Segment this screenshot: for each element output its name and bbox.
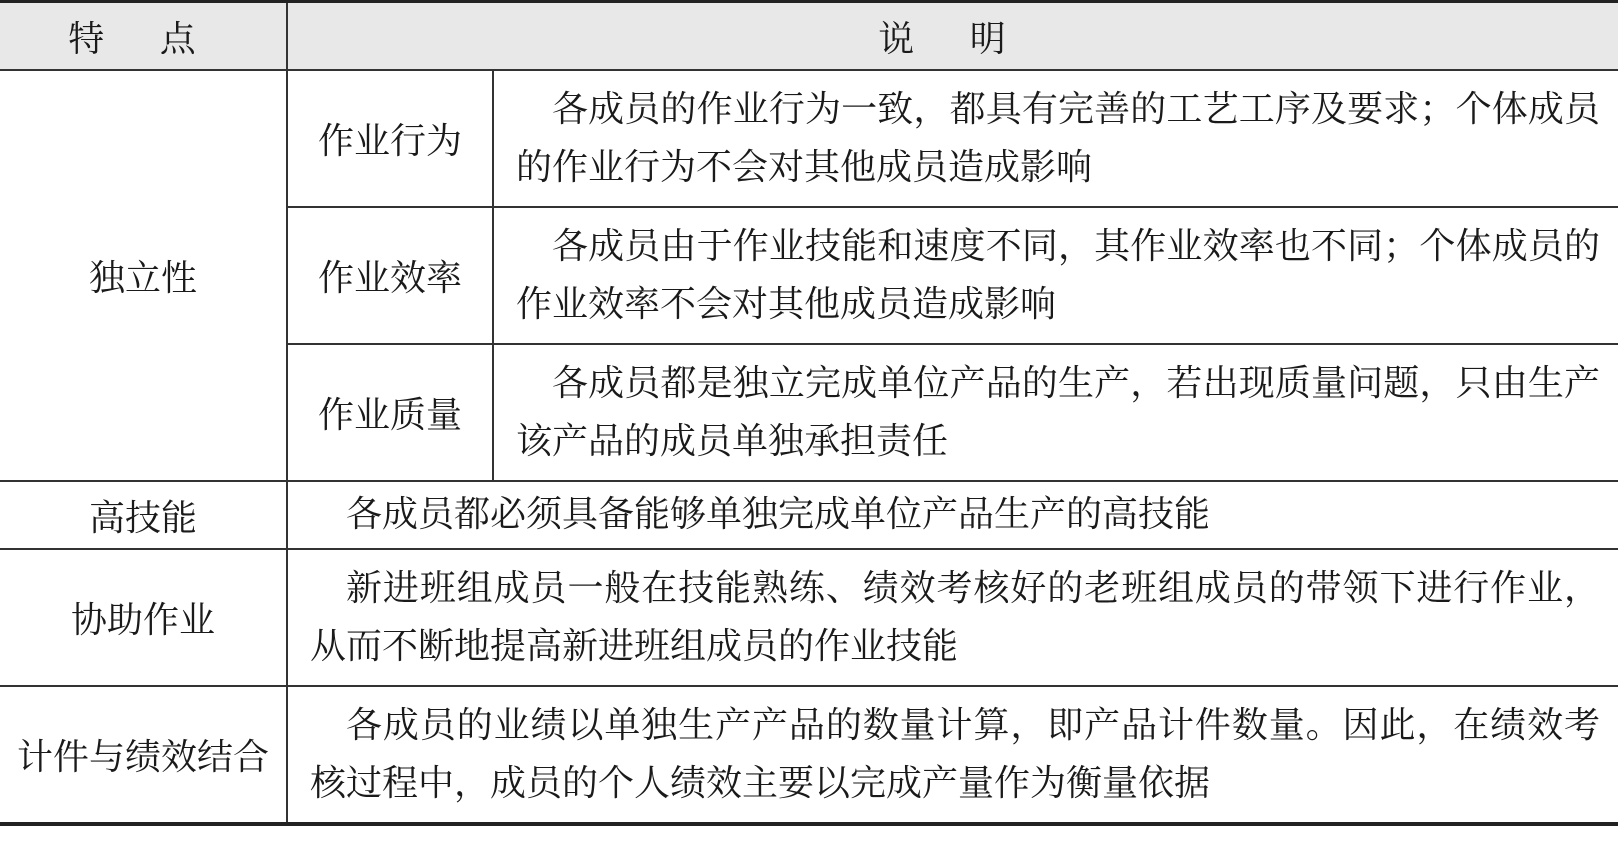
feature-assist-work: 协助作业	[0, 549, 287, 686]
sub-feature-label: 作业行为	[287, 70, 493, 207]
table-row	[0, 70, 1618, 207]
sub-feature-label: 作业效率	[287, 207, 493, 344]
feature-piecework-performance: 计件与绩效结合	[0, 686, 287, 824]
feature-independence: 独立性	[0, 70, 287, 481]
header-feature: 特 点	[0, 2, 287, 71]
table-row	[0, 549, 1618, 686]
description-cell: 各成员的业绩以单独生产产品的数量计算，即产品计件数量。因此，在绩效考核过程中，成员的个人绩效主要以完成产量作为衡量依据	[287, 686, 1618, 824]
sub-feature-label: 作业质量	[287, 344, 493, 481]
description-cell: 各成员由于作业技能和速度不同，其作业效率也不同；个体成员的作业效率不会对其他成员造成影响	[493, 207, 1618, 344]
description-cell: 各成员都是独立完成单位产品的生产，若出现质量问题，只由生产该产品的成员单独承担责任	[493, 344, 1618, 481]
description-cell: 各成员的作业行为一致，都具有完善的工艺工序及要求；个体成员的作业行为不会对其他成员造成影响	[493, 70, 1618, 207]
header-row	[0, 2, 1618, 71]
feature-high-skill: 高技能	[0, 481, 287, 549]
table-row	[0, 686, 1618, 824]
description-cell: 各成员都必须具备能够单独完成单位产品生产的高技能	[287, 481, 1618, 549]
header-description: 说 明	[287, 2, 1618, 71]
table-row	[0, 481, 1618, 549]
description-cell: 新进班组成员一般在技能熟练、绩效考核好的老班组成员的带领下进行作业，从而不断地提高新进班组成员的作业技能	[287, 549, 1618, 686]
